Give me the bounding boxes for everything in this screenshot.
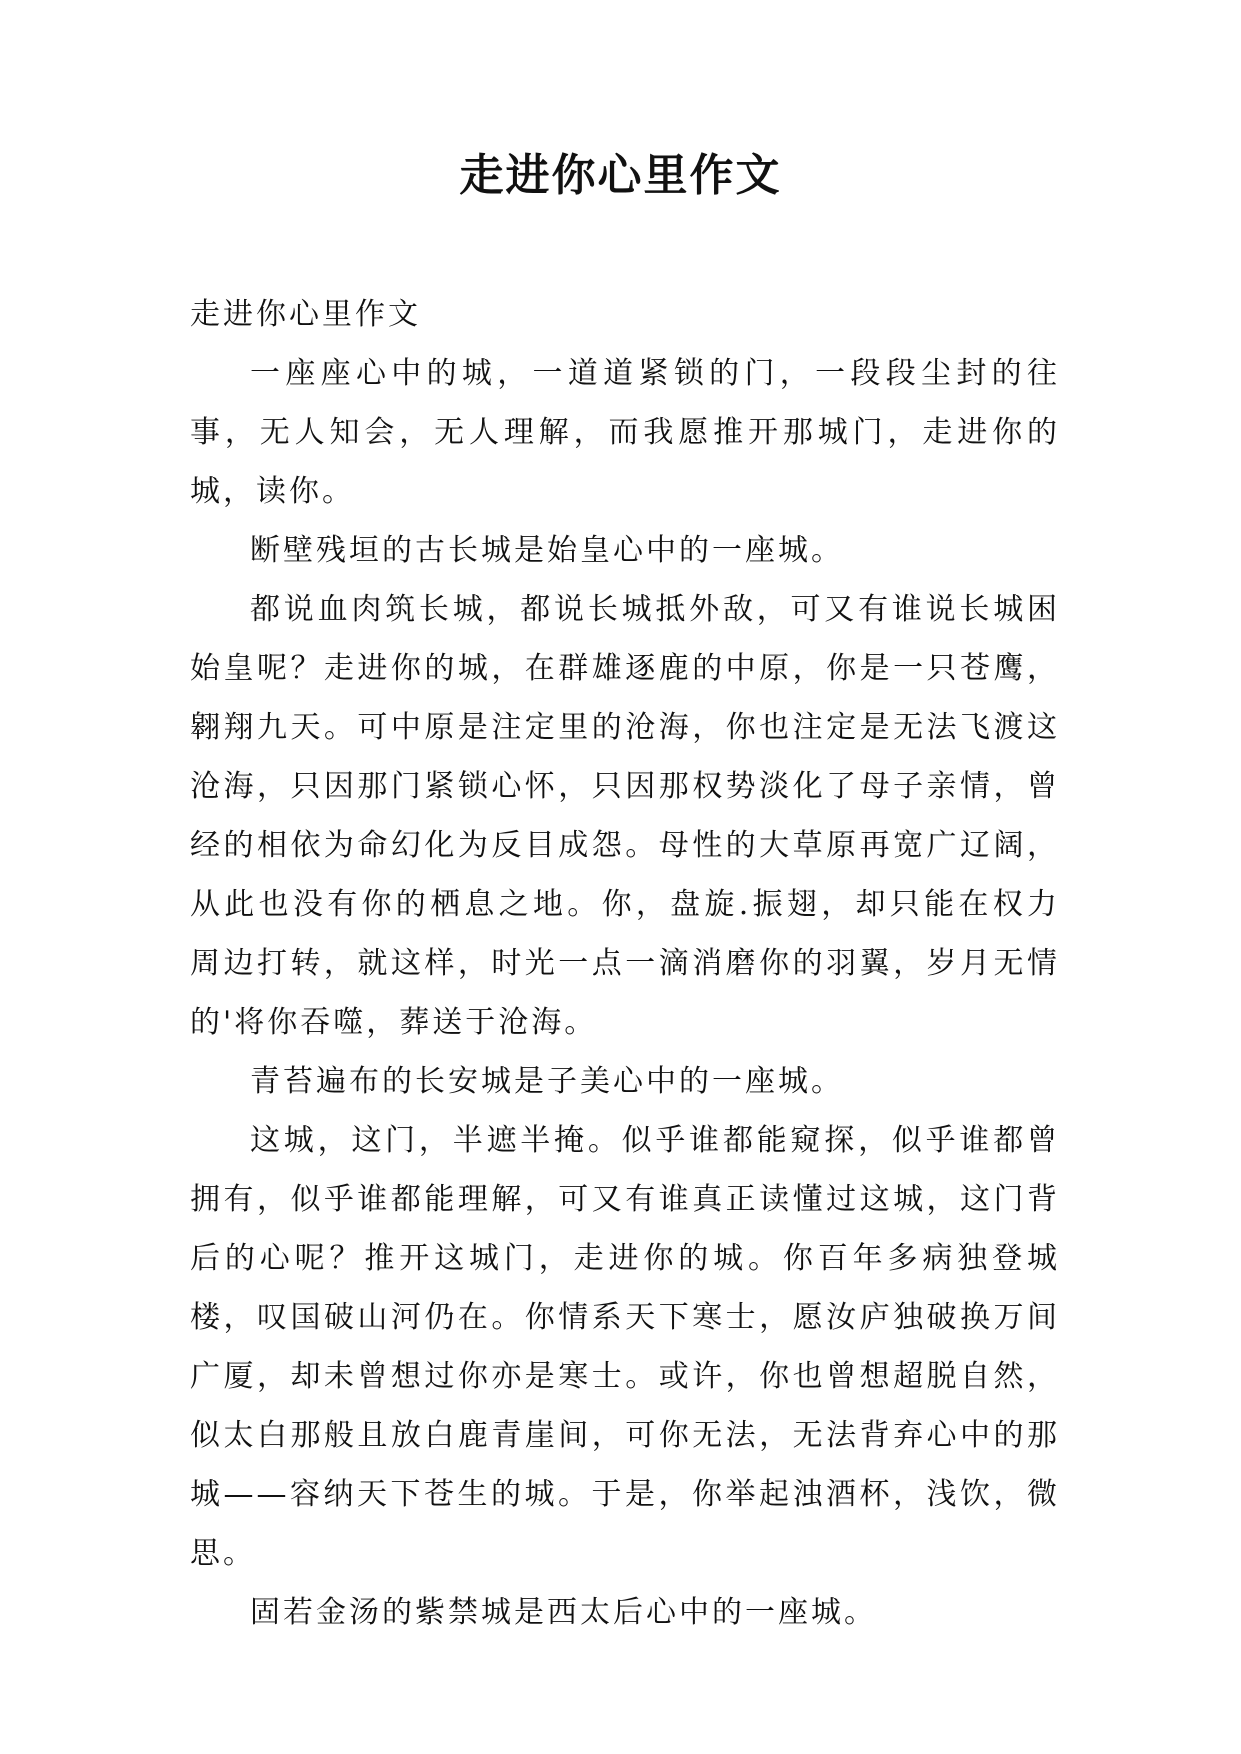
document-body: [190, 285, 1060, 1642]
paragraph: 断壁残垣的古长城是始皇心中的一座城。: [250, 533, 844, 568]
paragraph: 一座座心中的城，一道道紧锁的门，一段段尘封的往事，无人知会，无人理解，而我愿推开那城门，走进你的城，读你。: [190, 356, 1060, 509]
subtitle-line: 走进你心里作文: [190, 297, 421, 332]
paragraph: 这城，这门，半遮半掩。似乎谁都能窥探，似乎谁都曾拥有，似乎谁都能理解，可又有谁真正读懂过这城，这门背后的心呢？推开这城门，走进你的城。你百年多病独登城楼，叹国破山河仍在。你情系天下寒士，愿汝庐独破换万间广厦，却未曾想过你亦是寒士。或许，你也曾想超脱自然，似太白那般且放白鹿青崖间，可你无法，无法背弃心中的那城——容纳天下苍生的城。于是，你举起浊酒杯，浅饮，微思。: [190, 1123, 1060, 1571]
paragraph: 都说血肉筑长城，都说长城抵外敌，可又有谁说长城困始皇呢？走进你的城，在群雄逐鹿的中原，你是一只苍鹰，翱翔九天。可中原是注定里的沧海，你也注定是无法飞渡这沧海，只因那门紧锁心怀，只因那权势淡化了母子亲情，曾经的相依为命幻化为反目成怨。母性的大草原再宽广辽阔，从此也没有你的栖息之地。你，盘旋.振翅，却只能在权力周边打转，就这样，时光一点一滴消磨你的羽翼，岁月无情的'将你吞噬，葬送于沧海。: [190, 592, 1060, 1040]
paragraph: 青苔遍布的长安城是子美心中的一座城。: [250, 1064, 844, 1099]
document-title: 走进你心里作文: [459, 150, 782, 201]
paragraph: 固若金汤的紫禁城是西太后心中的一座城。: [250, 1595, 877, 1630]
